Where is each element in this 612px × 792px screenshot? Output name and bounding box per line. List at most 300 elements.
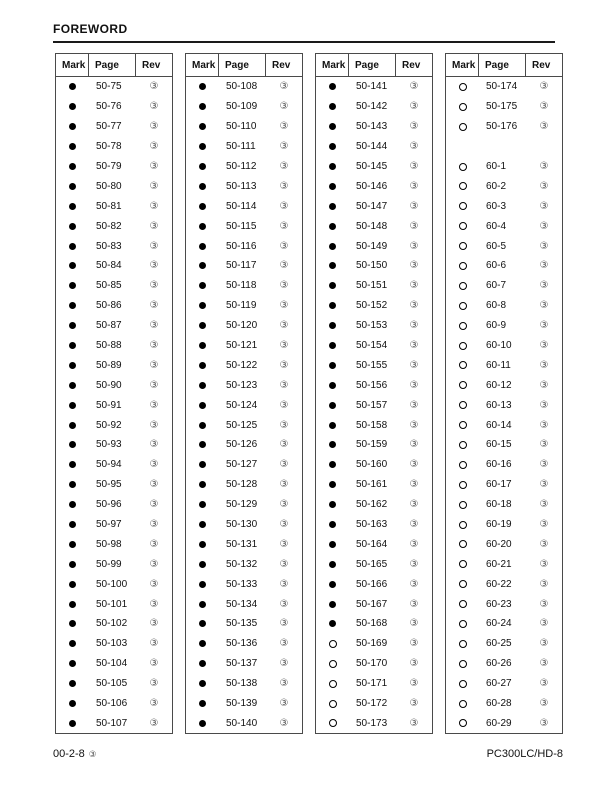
footer-model-code: PC300LC/HD-8 <box>486 748 563 760</box>
page-number: 60-8 <box>486 300 507 312</box>
filled-circle-icon <box>199 720 206 727</box>
page-number: 50-140 <box>226 717 258 729</box>
rev-mark: ③ <box>279 658 289 670</box>
page-number: 60-16 <box>486 459 512 471</box>
page-number: 50-110 <box>226 121 257 133</box>
open-circle-icon <box>459 481 467 489</box>
filled-circle-icon <box>329 243 336 250</box>
mark-cell <box>316 183 349 190</box>
filled-circle-icon <box>199 521 206 528</box>
page-number: 50-147 <box>356 200 388 212</box>
rev-mark: ③ <box>539 519 549 531</box>
mark-cell <box>446 441 479 449</box>
filled-circle-icon <box>329 342 336 349</box>
mark-cell <box>186 402 219 409</box>
page-number: 50-146 <box>356 180 388 192</box>
mark-cell <box>446 640 479 648</box>
rev-mark: ③ <box>279 101 289 113</box>
page-number: 60-26 <box>486 658 512 670</box>
table-row <box>56 554 172 574</box>
table-row <box>56 77 172 97</box>
mark-cell <box>316 581 349 588</box>
table-row <box>186 534 302 554</box>
rev-mark: ③ <box>409 459 419 471</box>
rev-mark: ③ <box>409 180 419 192</box>
page-number: 50-126 <box>226 439 258 451</box>
rev-mark: ③ <box>279 161 289 172</box>
page-number: 60-13 <box>486 399 512 411</box>
page-number: 50-156 <box>356 379 388 391</box>
table-row <box>56 714 172 734</box>
page-number: 50-152 <box>356 300 388 312</box>
rev-mark: ③ <box>279 300 289 312</box>
table-row <box>186 475 302 495</box>
filled-circle-icon <box>199 382 206 389</box>
page-number: 50-175 <box>486 101 518 113</box>
page-number: 50-108 <box>226 81 258 93</box>
filled-circle-icon <box>199 262 206 269</box>
mark-cell <box>186 521 219 528</box>
page-number: 50-162 <box>356 499 388 511</box>
rev-mark: ③ <box>149 359 159 371</box>
table-row <box>186 137 302 157</box>
rev-mark: ③ <box>279 519 289 531</box>
page-number: 50-80 <box>96 180 122 192</box>
filled-circle-icon <box>69 262 76 269</box>
revision-table-1 <box>55 53 173 734</box>
table-header-row <box>316 54 432 77</box>
table-row <box>316 554 432 574</box>
rev-mark: ③ <box>279 698 289 710</box>
mark-cell <box>316 700 349 708</box>
filled-circle-icon <box>199 402 206 409</box>
filled-circle-icon <box>199 163 206 170</box>
rev-mark: ③ <box>279 340 289 352</box>
rev-mark: ③ <box>149 180 159 192</box>
rev-mark: ③ <box>539 618 549 630</box>
filled-circle-icon <box>329 601 336 608</box>
rev-mark: ③ <box>149 280 159 292</box>
rev-mark: ③ <box>539 240 549 252</box>
filled-circle-icon <box>69 322 76 329</box>
open-circle-icon <box>459 361 467 369</box>
mark-cell <box>186 203 219 210</box>
mark-cell <box>446 282 479 290</box>
mark-cell <box>446 322 479 330</box>
table-row <box>186 415 302 435</box>
filled-circle-icon <box>69 203 76 210</box>
filled-circle-icon <box>329 501 336 508</box>
filled-circle-icon <box>69 163 76 170</box>
mark-cell <box>186 243 219 250</box>
mark-cell <box>186 123 219 130</box>
page-number: 50-172 <box>356 698 388 710</box>
page-number: 60-22 <box>486 578 512 590</box>
table-row <box>446 515 562 535</box>
open-circle-icon <box>459 202 467 210</box>
page-number: 50-139 <box>226 698 258 710</box>
mark-cell <box>186 601 219 608</box>
mark-cell <box>186 441 219 448</box>
page-number: 50-92 <box>96 419 122 431</box>
filled-circle-icon <box>69 183 76 190</box>
filled-circle-icon <box>69 83 76 90</box>
filled-circle-icon <box>329 203 336 210</box>
mark-cell <box>186 183 219 190</box>
rev-mark: ③ <box>279 439 289 451</box>
filled-circle-icon <box>329 362 336 369</box>
filled-circle-icon <box>69 103 76 110</box>
rev-mark: ③ <box>409 717 419 729</box>
page-number: 50-176 <box>486 121 518 133</box>
rev-mark: ③ <box>539 399 549 411</box>
table-row <box>316 674 432 694</box>
table-row <box>186 196 302 216</box>
mark-cell <box>446 202 479 210</box>
rev-mark: ③ <box>149 81 159 93</box>
filled-circle-icon <box>199 83 206 90</box>
mark-cell <box>186 262 219 269</box>
table-row <box>316 654 432 674</box>
mark-cell <box>446 103 479 111</box>
filled-circle-icon <box>69 461 76 468</box>
table-row <box>56 256 172 276</box>
filled-circle-icon <box>329 262 336 269</box>
column-header-mark: Mark <box>316 54 349 76</box>
table-row <box>446 216 562 236</box>
rev-mark: ③ <box>149 200 159 212</box>
table-row <box>446 674 562 694</box>
page-number: 50-135 <box>226 618 258 630</box>
table-row <box>56 574 172 594</box>
table-row <box>446 654 562 674</box>
open-circle-icon <box>459 322 467 330</box>
page-number: 50-148 <box>356 220 388 232</box>
page-number: 50-114 <box>226 200 257 212</box>
table-row <box>446 316 562 336</box>
column-header-rev: Rev <box>402 59 421 71</box>
rev-mark: ③ <box>539 101 549 113</box>
table-row <box>186 157 302 177</box>
table-row <box>186 216 302 236</box>
footer-page-code <box>53 748 96 760</box>
filled-circle-icon <box>69 581 76 588</box>
rev-mark: ③ <box>279 638 289 650</box>
open-circle-icon <box>459 302 467 310</box>
mark-cell <box>56 720 89 727</box>
page-number: 50-123 <box>226 379 258 391</box>
mark-cell <box>446 83 479 91</box>
mark-cell <box>56 223 89 230</box>
mark-cell <box>56 322 89 329</box>
table-row <box>316 435 432 455</box>
open-circle-icon <box>329 700 337 708</box>
mark-cell <box>56 362 89 369</box>
table-row <box>56 236 172 256</box>
rev-mark: ③ <box>539 678 549 690</box>
filled-circle-icon <box>69 422 76 429</box>
mark-cell <box>186 223 219 230</box>
table-header-row <box>446 54 562 77</box>
mark-cell <box>186 680 219 687</box>
page-number: 50-145 <box>356 161 388 172</box>
mark-cell <box>186 581 219 588</box>
table-row <box>316 97 432 117</box>
table-row <box>316 515 432 535</box>
table-row <box>316 216 432 236</box>
mark-cell <box>56 302 89 309</box>
table-row <box>316 336 432 356</box>
mark-cell <box>316 481 349 488</box>
mark-cell <box>56 143 89 150</box>
table-row <box>56 435 172 455</box>
page-number: 50-159 <box>356 439 388 451</box>
table-row <box>186 694 302 714</box>
filled-circle-icon <box>69 700 76 707</box>
mark-cell <box>56 123 89 130</box>
page-number: 50-116 <box>226 240 257 252</box>
table-row <box>316 276 432 296</box>
mark-cell <box>56 640 89 647</box>
rev-mark: ③ <box>539 717 549 729</box>
table-row <box>316 614 432 634</box>
mark-cell <box>186 660 219 667</box>
table-row <box>316 236 432 256</box>
mark-cell <box>316 223 349 230</box>
page-number: 60-14 <box>486 419 512 431</box>
filled-circle-icon <box>329 382 336 389</box>
column-header-rev: Rev <box>142 59 161 71</box>
rev-mark: ③ <box>539 419 549 431</box>
filled-circle-icon <box>69 143 76 150</box>
filled-circle-icon <box>199 481 206 488</box>
filled-circle-icon <box>199 302 206 309</box>
table-row <box>56 157 172 177</box>
rev-mark: ③ <box>539 81 549 93</box>
mark-cell <box>446 222 479 230</box>
page-number: 50-87 <box>96 320 122 332</box>
mark-cell <box>56 481 89 488</box>
mark-cell <box>186 461 219 468</box>
rev-mark: ③ <box>149 220 159 232</box>
mark-cell <box>186 163 219 170</box>
table-row <box>56 117 172 137</box>
page-number: 50-165 <box>356 558 388 570</box>
filled-circle-icon <box>199 123 206 130</box>
rev-mark: ③ <box>149 240 159 252</box>
table-row <box>186 594 302 614</box>
open-circle-icon <box>459 441 467 449</box>
page-number: 60-2 <box>486 180 507 192</box>
mark-cell <box>56 282 89 289</box>
open-circle-icon <box>459 540 467 548</box>
table-row <box>186 236 302 256</box>
rev-mark: ③ <box>279 399 289 411</box>
column-header-rev: Rev <box>532 59 551 71</box>
rev-mark: ③ <box>149 379 159 391</box>
rev-mark: ③ <box>409 558 419 570</box>
rev-mark: ③ <box>409 499 419 511</box>
table-row <box>316 495 432 515</box>
open-circle-icon <box>329 640 337 648</box>
rev-mark: ③ <box>149 618 159 630</box>
rev-mark: ③ <box>539 439 549 451</box>
table-row <box>56 515 172 535</box>
page-number: 50-86 <box>96 300 122 312</box>
mark-cell <box>186 322 219 329</box>
table-row <box>186 574 302 594</box>
table-row <box>186 316 302 336</box>
rev-mark: ③ <box>539 658 549 670</box>
mark-cell <box>316 402 349 409</box>
rev-mark: ③ <box>149 717 159 729</box>
mark-cell <box>446 481 479 489</box>
open-circle-icon <box>459 262 467 270</box>
rev-mark: ③ <box>539 499 549 511</box>
page-number: 50-75 <box>96 81 122 93</box>
rev-mark: ③ <box>149 399 159 411</box>
rev-mark: ③ <box>149 141 159 153</box>
page-number: 50-128 <box>226 479 258 491</box>
page-number: 60-17 <box>486 479 512 491</box>
mark-cell <box>316 103 349 110</box>
filled-circle-icon <box>329 83 336 90</box>
mark-cell <box>186 143 219 150</box>
table-row <box>186 97 302 117</box>
page-number: 50-133 <box>226 578 258 590</box>
filled-circle-icon <box>329 541 336 548</box>
rev-mark: ③ <box>409 101 419 113</box>
table-row <box>56 415 172 435</box>
rev-mark: ③ <box>409 379 419 391</box>
filled-circle-icon <box>199 203 206 210</box>
mark-cell <box>56 680 89 687</box>
page-number: 50-118 <box>226 280 257 292</box>
page-number: 50-76 <box>96 101 122 113</box>
page-number: 50-99 <box>96 558 122 570</box>
rev-mark: ③ <box>539 180 549 192</box>
page-number: 50-113 <box>226 180 257 192</box>
table-row <box>56 455 172 475</box>
page-number: 50-103 <box>96 638 128 650</box>
table-row <box>186 355 302 375</box>
filled-circle-icon <box>69 680 76 687</box>
table-row <box>186 714 302 734</box>
revision-tables-strip <box>55 53 563 734</box>
page-number: 60-27 <box>486 678 512 690</box>
filled-circle-icon <box>69 123 76 130</box>
filled-circle-icon <box>69 282 76 289</box>
mark-cell <box>446 342 479 350</box>
mark-cell <box>446 401 479 409</box>
table-row <box>186 455 302 475</box>
filled-circle-icon <box>199 183 206 190</box>
mark-cell <box>186 640 219 647</box>
page-number: 50-102 <box>96 618 128 630</box>
table-row <box>56 475 172 495</box>
filled-circle-icon <box>329 402 336 409</box>
rev-mark: ③ <box>409 638 419 650</box>
filled-circle-icon <box>69 620 76 627</box>
page-number: 50-121 <box>226 340 258 352</box>
filled-circle-icon <box>199 680 206 687</box>
table-row <box>186 674 302 694</box>
table-row <box>186 336 302 356</box>
mark-cell <box>446 262 479 270</box>
footer-page-code-text: 00-2-8 <box>53 748 85 760</box>
page-number: 50-153 <box>356 320 388 332</box>
mark-cell <box>316 620 349 627</box>
table-row <box>56 196 172 216</box>
filled-circle-icon <box>329 123 336 130</box>
table-row <box>56 534 172 554</box>
open-circle-icon <box>459 163 467 171</box>
rev-mark: ③ <box>539 340 549 352</box>
column-header-mark: Mark <box>446 54 479 76</box>
table-row <box>446 495 562 515</box>
table-row <box>186 176 302 196</box>
mark-cell <box>56 461 89 468</box>
page-number: 50-88 <box>96 340 122 352</box>
page-number: 50-164 <box>356 538 388 550</box>
rev-mark: ③ <box>279 180 289 192</box>
open-circle-icon <box>459 242 467 250</box>
rev-mark: ③ <box>539 359 549 371</box>
column-header-page: Page <box>219 54 266 76</box>
mark-cell <box>446 381 479 389</box>
filled-circle-icon <box>329 422 336 429</box>
page-number: 50-85 <box>96 280 122 292</box>
table-row <box>56 355 172 375</box>
rev-mark: ③ <box>409 479 419 491</box>
open-circle-icon <box>459 83 467 91</box>
page-number: 50-112 <box>226 161 257 172</box>
page-number: 50-96 <box>96 499 122 511</box>
page-number: 50-132 <box>226 558 258 570</box>
rev-mark: ③ <box>149 598 159 610</box>
table-row <box>56 594 172 614</box>
open-circle-icon <box>459 421 467 429</box>
rev-mark: ③ <box>539 479 549 491</box>
open-circle-icon <box>459 640 467 648</box>
mark-cell <box>56 700 89 707</box>
filled-circle-icon <box>199 422 206 429</box>
page-number: 50-168 <box>356 618 388 630</box>
rev-mark: ③ <box>149 698 159 710</box>
revision-table-4 <box>445 53 563 734</box>
mark-cell <box>56 262 89 269</box>
column-header-mark: Mark <box>56 54 89 76</box>
page-number: 50-117 <box>226 260 257 272</box>
rev-mark: ③ <box>279 81 289 93</box>
mark-cell <box>186 700 219 707</box>
page-number: 50-101 <box>96 598 128 610</box>
rev-mark: ③ <box>149 538 159 550</box>
column-header-page: Page <box>479 54 526 76</box>
rev-mark: ③ <box>149 459 159 471</box>
table-row <box>316 714 432 734</box>
mark-cell <box>446 421 479 429</box>
rev-mark: ③ <box>279 220 289 232</box>
table-row <box>446 97 562 117</box>
table-row <box>316 176 432 196</box>
empty-row <box>446 137 562 157</box>
rev-mark: ③ <box>409 200 419 212</box>
open-circle-icon <box>459 620 467 628</box>
mark-cell <box>446 600 479 608</box>
page-number: 50-115 <box>226 220 257 232</box>
table-row <box>316 355 432 375</box>
